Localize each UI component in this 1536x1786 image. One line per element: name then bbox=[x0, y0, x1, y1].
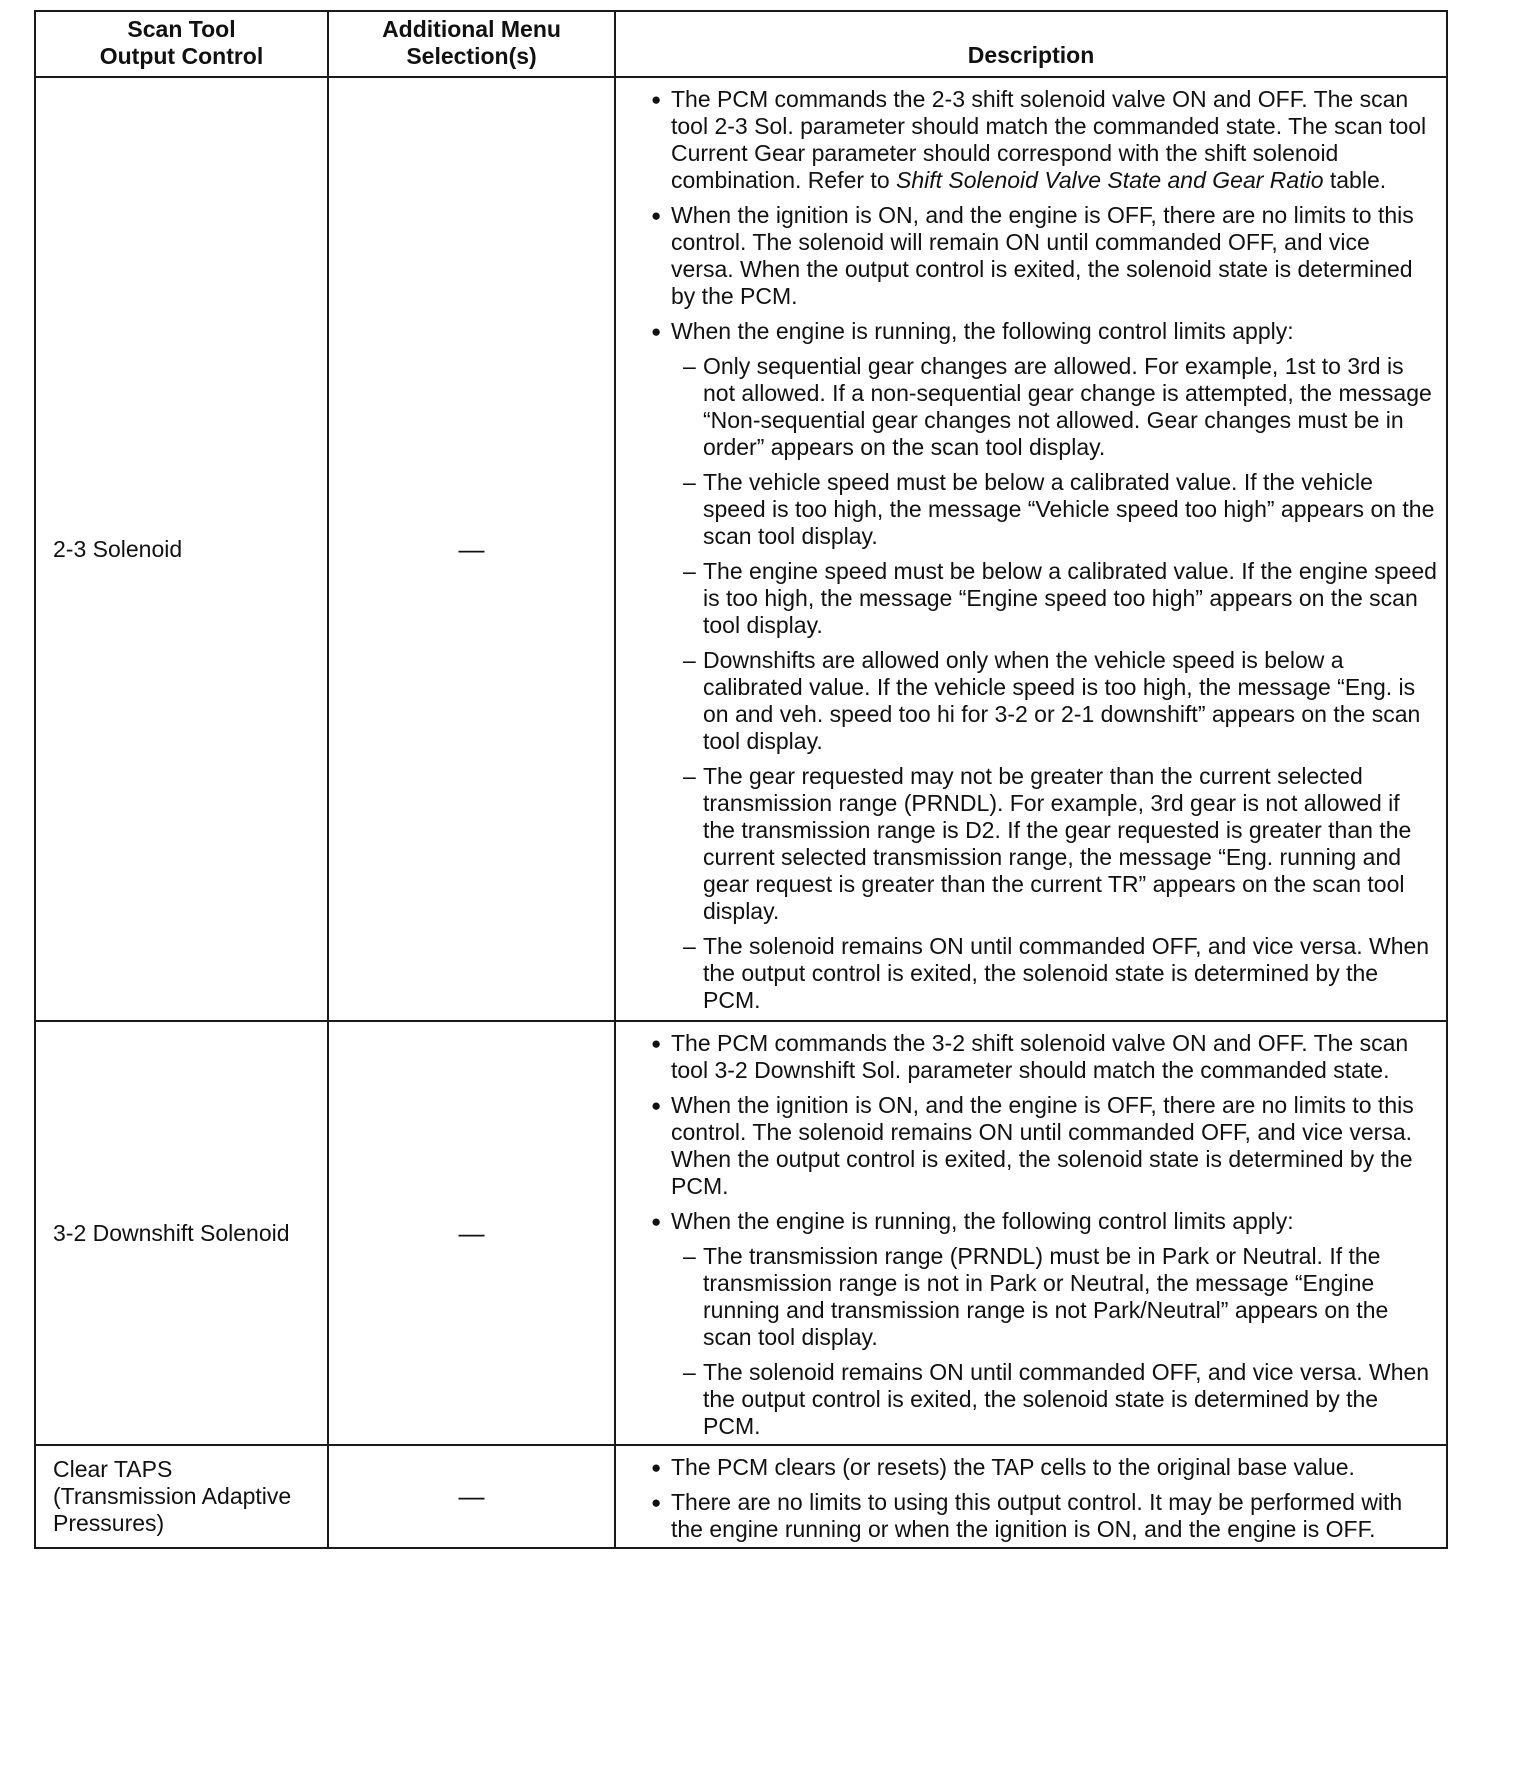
sub-item bbox=[671, 647, 1438, 755]
bullet-text: When the ignition is ON, and the engine is OFF, there are no limits to this control. The solenoid remains ON until commanded OFF, and vice versa. When the output control is exited, the solenoid state is determined by the PCM. bbox=[671, 1092, 1414, 1199]
bullet-icon: ● bbox=[651, 1493, 662, 1512]
sub-item bbox=[671, 469, 1438, 550]
dash-icon: – bbox=[683, 353, 696, 379]
bullet-icon: ● bbox=[651, 206, 662, 225]
bullet-icon: ● bbox=[651, 1458, 662, 1477]
bullet-text-pre: The PCM commands the 2-3 shift solenoid valve ON and OFF. The scan tool 2-3 Sol. parameter should match the commanded state. The scan tool Current Gear parameter should correspond with the shift solenoid combination. Refer to bbox=[671, 86, 1427, 193]
description-cell bbox=[615, 77, 1447, 1021]
header-col3: Description bbox=[967, 42, 1095, 68]
bullet-list bbox=[630, 1454, 1438, 1543]
header-description bbox=[615, 11, 1447, 77]
header-col2-line1: Additional Menu bbox=[382, 16, 561, 42]
control-name-line1: Clear TAPS bbox=[53, 1456, 173, 1482]
bullet-item bbox=[630, 1454, 1438, 1481]
menu-cell bbox=[328, 1021, 615, 1445]
menu-value: — bbox=[458, 1217, 485, 1248]
bullet-item bbox=[630, 86, 1438, 194]
bullet-text: When the engine is running, the following control limits apply: bbox=[671, 318, 1294, 344]
dash-icon: – bbox=[683, 1359, 696, 1385]
header-additional-menu-selections bbox=[328, 11, 615, 77]
control-name-line3: Pressures) bbox=[53, 1510, 165, 1536]
sub-text: The gear requested may not be greater than the current selected transmission range (PRNDL). For example, 3rd gear is not allowed if the transmission range is D2. If the gear requested is greater than the current selected transmission range, the message “Eng. running and gear request is greater than the current TR” appears on the scan tool display. bbox=[703, 763, 1412, 924]
dash-icon: – bbox=[683, 647, 696, 673]
sub-item bbox=[671, 1243, 1438, 1351]
sub-text: The solenoid remains ON until commanded OFF, and vice versa. When the output control is exited, the solenoid state is determined by the PCM. bbox=[703, 933, 1430, 1013]
sub-item bbox=[671, 558, 1438, 639]
sub-list bbox=[671, 1243, 1438, 1440]
bullet-text: The PCM clears (or resets) the TAP cells to the original base value. bbox=[671, 1454, 1355, 1480]
bullet-text: The PCM commands the 3-2 shift solenoid valve ON and OFF. The scan tool 3-2 Downshift Sol. parameter should match the commanded state. bbox=[671, 1030, 1409, 1083]
control-name-line2: (Transmission Adaptive bbox=[53, 1483, 292, 1509]
sub-text: Only sequential gear changes are allowed. For example, 1st to 3rd is not allowed. If a non-sequential gear change is attempted, the message “Non-sequential gear changes not allowed. Gear changes must be in order” appears on the scan tool display. bbox=[703, 353, 1432, 460]
sub-item bbox=[671, 353, 1438, 461]
header-col1-line1: Scan Tool bbox=[127, 16, 236, 42]
menu-value: — bbox=[458, 1481, 485, 1511]
bullet-text-italic: Shift Solenoid Valve State and Gear Ratio bbox=[896, 167, 1324, 193]
bullet-item bbox=[630, 202, 1438, 310]
bullet-icon: ● bbox=[651, 1212, 662, 1231]
dash-icon: – bbox=[683, 558, 696, 584]
bullet-list bbox=[630, 86, 1438, 1014]
header-row bbox=[35, 11, 1447, 77]
table-row bbox=[35, 1445, 1447, 1548]
dash-icon: – bbox=[683, 469, 696, 495]
bullet-icon: ● bbox=[651, 322, 662, 341]
sub-text: The vehicle speed must be below a calibrated value. If the vehicle speed is too high, the message “Vehicle speed too high” appears on the scan tool display. bbox=[703, 469, 1435, 549]
sub-text: Downshifts are allowed only when the vehicle speed is below a calibrated value. If the vehicle speed is too high, the message “Eng. is on and veh. speed too hi for 3-2 or 2-1 downshift” appears on the scan tool display. bbox=[703, 647, 1421, 754]
bullet-icon: ● bbox=[651, 1034, 662, 1053]
output-control-table bbox=[34, 10, 1448, 1549]
bullet-text-post: table. bbox=[1323, 167, 1387, 193]
sub-list bbox=[671, 353, 1438, 1014]
sub-item bbox=[671, 1359, 1438, 1440]
menu-value: — bbox=[458, 533, 485, 564]
sub-item bbox=[671, 933, 1438, 1014]
bullet-icon: ● bbox=[651, 1096, 662, 1115]
bullet-text: When the ignition is ON, and the engine is OFF, there are no limits to this control. The solenoid will remain ON until commanded OFF, and vice versa. When the output control is exited, the solenoid state is determined by the PCM. bbox=[671, 202, 1414, 309]
bullet-list bbox=[630, 1030, 1438, 1440]
sub-text: The transmission range (PRNDL) must be in Park or Neutral. If the transmission range is not in Park or Neutral, the message “Engine running and transmission range is not Park/Neutral” appears on the scan tool display. bbox=[703, 1243, 1389, 1350]
dash-icon: – bbox=[683, 763, 696, 789]
header-col1-line2: Output Control bbox=[99, 43, 264, 69]
description-cell bbox=[615, 1021, 1447, 1445]
sub-text: The solenoid remains ON until commanded OFF, and vice versa. When the output control is exited, the solenoid state is determined by the PCM. bbox=[703, 1359, 1430, 1439]
bullet-item bbox=[630, 1030, 1438, 1084]
menu-cell bbox=[328, 1445, 615, 1548]
control-name: 3-2 Downshift Solenoid bbox=[53, 1219, 290, 1246]
sub-item bbox=[671, 763, 1438, 925]
header-col2-line2: Selection(s) bbox=[406, 43, 537, 69]
dash-icon: – bbox=[683, 933, 696, 959]
bullet-icon: ● bbox=[651, 90, 662, 109]
table-row bbox=[35, 1021, 1447, 1445]
sub-text: The engine speed must be below a calibrated value. If the engine speed is too high, the message “Engine speed too high” appears on the scan tool display. bbox=[703, 558, 1437, 638]
header-scan-tool-output-control bbox=[35, 11, 328, 77]
control-cell bbox=[35, 77, 328, 1021]
description-cell bbox=[615, 1445, 1447, 1548]
menu-cell bbox=[328, 77, 615, 1021]
table-row bbox=[35, 77, 1447, 1021]
bullet-item bbox=[630, 1208, 1438, 1440]
control-name: 2-3 Solenoid bbox=[53, 535, 183, 562]
dash-icon: – bbox=[683, 1243, 696, 1269]
scan-tool-output-control-table bbox=[34, 10, 1446, 1549]
control-cell bbox=[35, 1021, 328, 1445]
bullet-item bbox=[630, 318, 1438, 1014]
bullet-text: When the engine is running, the following control limits apply: bbox=[671, 1208, 1294, 1234]
bullet-text: There are no limits to using this output control. It may be performed with the engine running or when the ignition is ON, and the engine is OFF. bbox=[671, 1489, 1403, 1542]
control-cell bbox=[35, 1445, 328, 1548]
bullet-item bbox=[630, 1489, 1438, 1543]
bullet-item bbox=[630, 1092, 1438, 1200]
